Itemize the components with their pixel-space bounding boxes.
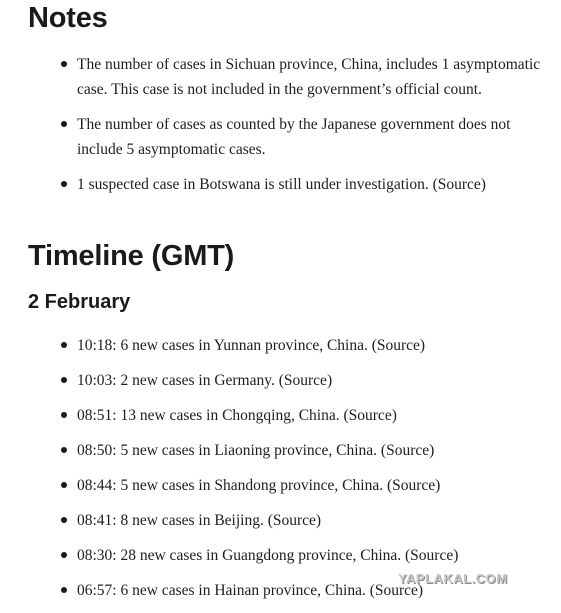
timeline-item [60, 438, 550, 463]
notes-list [60, 52, 550, 207]
timeline-item [60, 368, 550, 393]
timeline-text: 08:50: 5 new cases in Liaoning province, China. (Source) [77, 442, 435, 459]
timeline-item [60, 403, 550, 428]
note-text: The number of cases in Sichuan province, China, includes 1 asymptomatic case. This case is not included in the government’s official count. [77, 56, 541, 98]
list-item [60, 112, 550, 162]
bullet-icon [61, 342, 67, 348]
timeline-text: 08:41: 8 new cases in Beijing. (Source) [77, 512, 322, 529]
timeline-text: 10:03: 2 new cases in Germany. (Source) [77, 372, 333, 389]
bullet-icon [61, 517, 67, 523]
list-item [60, 172, 550, 197]
bullet-icon [61, 377, 67, 383]
timeline-text: 10:18: 6 new cases in Yunnan province, China. (Source) [77, 337, 426, 354]
timeline-heading: Timeline (GMT) [28, 240, 235, 272]
note-text: 1 suspected case in Botswana is still under investigation. (Source) [77, 176, 486, 193]
timeline-text: 08:30: 28 new cases in Guangdong province, China. (Source) [77, 547, 459, 564]
bullet-icon [61, 121, 67, 127]
date-heading: 2 February [28, 291, 131, 313]
timeline-text: 08:44: 5 new cases in Shandong province, China. (Source) [77, 477, 441, 494]
timeline-item [60, 473, 550, 498]
bullet-icon [61, 552, 67, 558]
timeline-item [60, 543, 550, 568]
bullet-icon [61, 482, 67, 488]
list-item [60, 52, 550, 102]
bullet-icon [61, 412, 67, 418]
site-watermark: YAPLAKAL.COM [398, 571, 508, 586]
timeline-text: 08:51: 13 new cases in Chongqing, China. (Source) [77, 407, 397, 424]
timeline-item [60, 508, 550, 533]
timeline-text: 06:57: 6 new cases in Hainan province, China. (Source) [77, 582, 424, 599]
timeline-item [60, 333, 550, 358]
bullet-icon [61, 61, 67, 67]
note-text: The number of cases as counted by the Japanese government does not include 5 asymptomatic cases. [77, 116, 511, 158]
bullet-icon [61, 181, 67, 187]
bullet-icon [61, 587, 67, 593]
notes-heading: Notes [28, 2, 108, 34]
bullet-icon [61, 447, 67, 453]
